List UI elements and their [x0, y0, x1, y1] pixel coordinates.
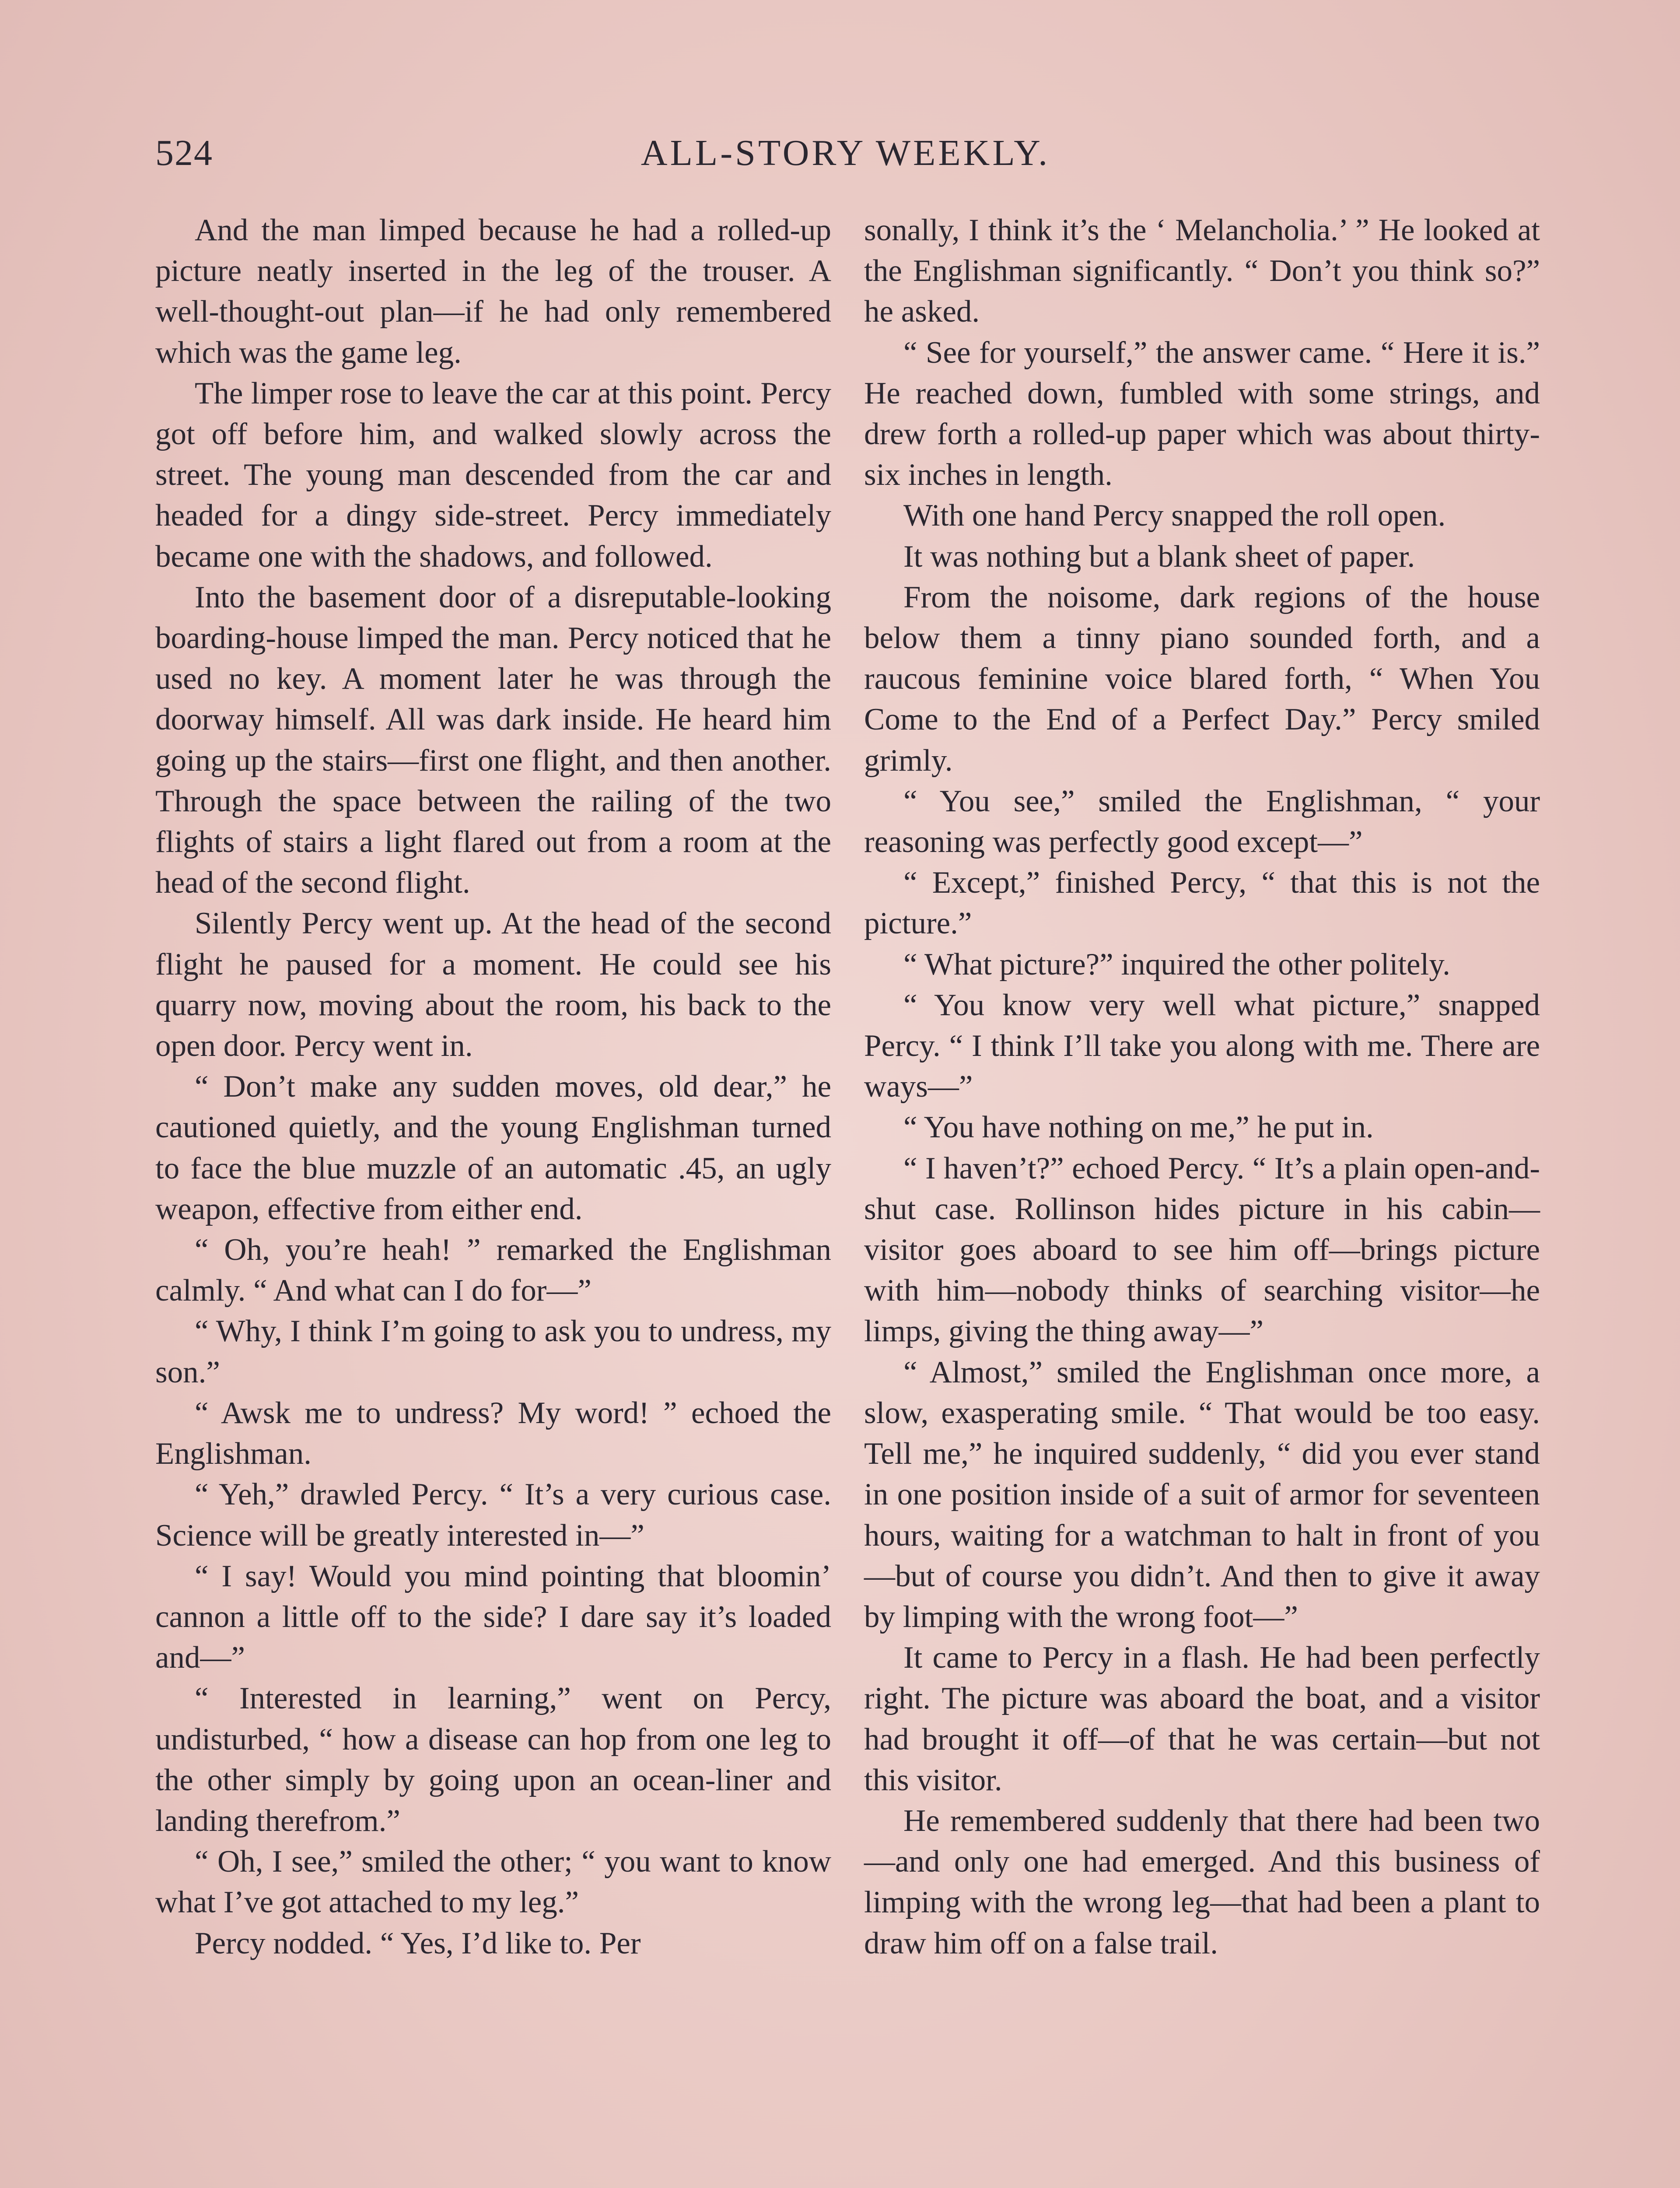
paragraph: “ Why, I think I’m going to ask you to undress, my son.”: [155, 1314, 831, 1389]
paragraph: “ What picture?” inquired the other politely.: [903, 947, 1450, 982]
paragraph: “ Interested in learning,” went on Percy, undisturbed, “ how a disease can hop from one leg to the other simply by going upon an ocean-liner and landing therefrom.”: [155, 1681, 831, 1838]
paragraph: “ I haven’t?” echoed Percy. “ It’s a plain open-and-shut case. Rollinson hides picture in his cabin—visitor goes aboard to see him off—brings picture with him—nobody thinks of searching visitor—he limps, giving the thing away—”: [864, 1151, 1540, 1349]
left-column: [155, 210, 831, 1964]
paragraph: Silently Percy went up. At the head of the second flight he paused for a moment. He could see his quarry now, moving about the room, his back to the open door. Percy went in.: [155, 906, 831, 1063]
paragraph: “ Yeh,” drawled Percy. “ It’s a very curious case. Science will be greatly interested in—”: [155, 1477, 831, 1553]
paragraph: “ You know very well what picture,” snapped Percy. “ I think I’ll take you along with me. There are ways—”: [864, 988, 1540, 1104]
paragraph: And the man limped because he had a rolled-up picture neatly inserted in the leg of the trouser. A well-thought-out plan—if he had only remembered which was the game leg.: [155, 213, 831, 370]
paragraph: “ Don’t make any sudden moves, old dear,” he cautioned quietly, and the young Englishman turned to face the blue muzzle of an automatic .45, an ugly weapon, effective from either end.: [155, 1069, 831, 1226]
paragraph: “ See for yourself,” the answer came. “ Here it is.” He reached down, fumbled with some strings, and drew forth a rolled-up paper which was about thirty-six inches in length.: [864, 335, 1540, 492]
paragraph: “ Oh, you’re heah! ” remarked the Englishman calmly. “ And what can I do for—”: [155, 1233, 831, 1308]
paragraph: It came to Percy in a flash. He had been perfectly right. The picture was aboard the boat, and a visitor had brought it off—of that he was certain—but not this visitor.: [864, 1641, 1540, 1797]
right-column: [864, 210, 1540, 1964]
paragraph: “ Awsk me to undress? My word! ” echoed the Englishman.: [155, 1396, 831, 1471]
paragraph: “ Almost,” smiled the Englishman once more, a slow, exasperating smile. “ That would be too easy. Tell me,” he inquired suddenly, “ did you ever stand in one position inside of a suit of armor for seventeen hours, waiting for a watchman to halt in front of you—but of course you didn’t. And then to give it away by limping with the wrong foot—”: [864, 1355, 1540, 1634]
running-title: ALL-STORY WEEKLY.: [640, 133, 1050, 173]
paragraph: “ I say! Would you mind pointing that bloomin’ cannon a little off to the side? I dare say it’s loaded and—”: [155, 1559, 831, 1675]
page-number: 524: [155, 133, 213, 173]
paragraph-continued: sonally, I think it’s the ‘ Melancholia.’ ” He looked at the Englishman significantly. “ Don’t you think so?” he asked.: [864, 213, 1540, 329]
page-header: [155, 125, 1536, 182]
paragraph: With one hand Percy snapped the roll open.: [903, 498, 1446, 533]
paragraph: “ You see,” smiled the Englishman, “ your reasoning was perfectly good except—”: [864, 784, 1540, 859]
paragraph: Into the basement door of a disreputable-looking boarding-house limped the man. Percy noticed that he used no key. A moment later he was through the doorway himself. All was dark inside. He heard him going up the stairs—first one flight, and then another. Through the space between the railing of the two flights of stairs a light flared out from a room at the head of the second flight.: [155, 580, 831, 900]
paragraph: “ Except,” finished Percy, “ that this is not the picture.”: [864, 866, 1540, 941]
paragraph: He remembered suddenly that there had been two—and only one had emerged. And this business of limping with the wrong leg—that had been a plant to draw him off on a false trail.: [864, 1803, 1540, 1960]
paragraph: Percy nodded. “ Yes, I’d like to. Per: [195, 1926, 641, 1960]
paragraph: From the noisome, dark regions of the house below them a tinny piano sounded forth, and a raucous feminine voice blared forth, “ When You Come to the End of a Perfect Day.” Percy smiled grimly.: [864, 580, 1540, 778]
paragraph: “ Oh, I see,” smiled the other; “ you want to know what I’ve got attached to my leg.”: [155, 1844, 831, 1920]
paragraph: “ You have nothing on me,” he put in.: [903, 1110, 1374, 1145]
paragraph: The limper rose to leave the car at this point. Percy got off before him, and walked slowly across the street. The young man descended from the car and headed for a dingy side-street. Percy immediately became one with the shadows, and followed.: [155, 376, 831, 574]
paragraph: It was nothing but a blank sheet of paper.: [903, 539, 1415, 574]
